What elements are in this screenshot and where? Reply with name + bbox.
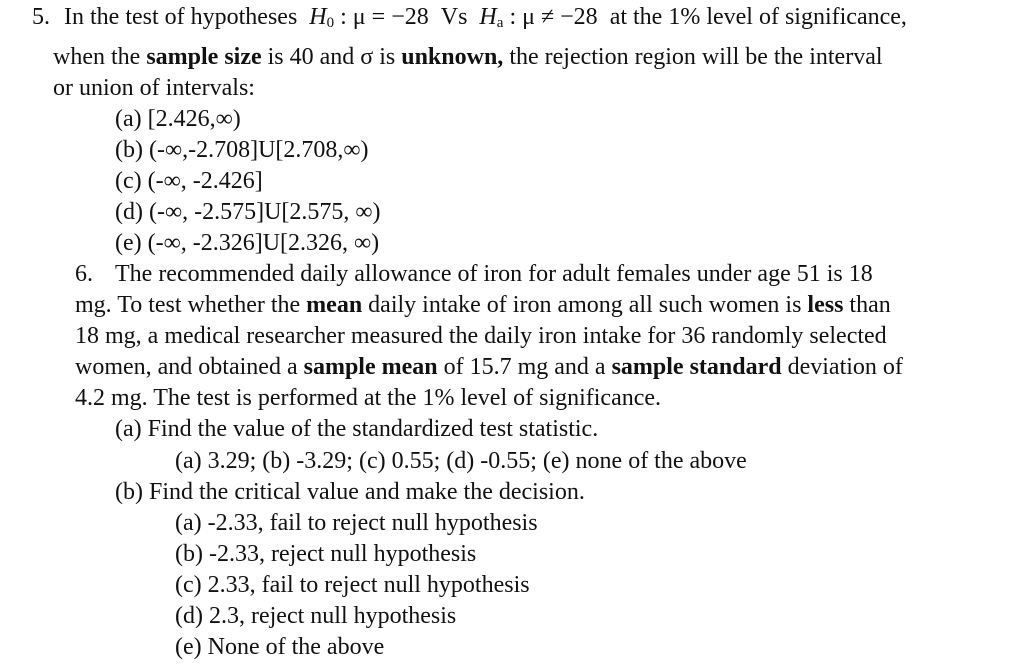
q5-lead: In the test of hypotheses: [64, 4, 298, 30]
q5-option-e: (e) (-∞, -2.326]U[2.326, ∞): [115, 230, 380, 256]
q5-option-a: (a) [2.426,∞): [115, 106, 241, 132]
q6-number: 6.: [75, 261, 93, 287]
q5-option-c: (c) (-∞, -2.426]: [115, 168, 263, 194]
q5-ha-relation: : μ ≠ −28: [509, 4, 598, 30]
q6-part-b-choice-c: (c) 2.33, fail to reject null hypothesis: [175, 572, 530, 598]
q5-line2-text-a: when the: [53, 44, 141, 70]
q5-line2-text-c: is 40 and σ is: [267, 44, 396, 70]
q5-h0-symbol: H: [309, 4, 327, 30]
q6-line1-text: The recommended daily allowance of iron for adult females under age 51 is 18: [115, 261, 873, 287]
q5-ha-sub: a: [496, 15, 504, 31]
q5-number: 5.: [32, 4, 50, 30]
q6-part-b-choice-e: (e) None of the above: [175, 634, 385, 660]
q6-line-4: [75, 352, 903, 383]
q5-line-3: or union of intervals:: [53, 75, 255, 101]
q6-sample-mean-emphasis: sample mean: [303, 354, 438, 380]
q6-line4-text-c: of 15.7 mg and a: [443, 354, 606, 380]
q6-less-emphasis: less: [807, 292, 844, 318]
q5-sample-size-emphasis: sample size: [146, 44, 262, 70]
q6-part-a-prompt: (a) Find the value of the standardized test statistic.: [115, 416, 599, 442]
q6-line-3: 18 mg, a medical researcher measured the daily iron intake for 36 randomly selected: [75, 323, 887, 349]
q6-part-a-choices: (a) 3.29; (b) -3.29; (c) 0.55; (d) -0.55; (e) none of the above: [175, 448, 747, 474]
q6-line-1: [75, 259, 873, 290]
q6-line2-text-a: mg. To test whether the: [75, 292, 301, 318]
q6-line-5: 4.2 mg. The test is performed at the 1% level of significance.: [75, 385, 662, 411]
q5-option-b: (b) (-∞,-2.708]U[2.708,∞): [115, 137, 369, 163]
q6-part-b-prompt: (b) Find the critical value and make the decision.: [115, 479, 585, 505]
q6-line4-text-a: women, and obtained a: [75, 354, 298, 380]
q5-line-2: [53, 42, 883, 73]
q5-line2-text-e: the rejection region will be the interval: [509, 44, 883, 70]
q5-h0-relation: : μ = −28: [340, 4, 429, 30]
q6-sample-standard-emphasis: sample standard: [611, 354, 782, 380]
q6-part-b-choice-b: (b) -2.33, reject null hypothesis: [175, 541, 477, 567]
q6-part-b-choice-a: (a) -2.33, fail to reject null hypothesis: [175, 510, 538, 536]
q5-unknown-emphasis: unknown,: [401, 44, 504, 70]
q5-vs: Vs: [440, 4, 468, 30]
q6-part-b-choice-d: (d) 2.3, reject null hypothesis: [175, 603, 457, 629]
q5-option-d: (d) (-∞, -2.575]U[2.575, ∞): [115, 199, 381, 225]
q6-line2-text-c: daily intake of iron among all such women is: [368, 292, 802, 318]
q6-line2-text-e: than: [849, 292, 891, 318]
q5-line-1: [32, 2, 907, 33]
q5-ha-symbol: H: [479, 4, 497, 30]
q6-line4-text-e: deviation of: [787, 354, 903, 380]
q6-mean-emphasis: mean: [306, 292, 363, 318]
q5-tail: at the 1% level of significance,: [609, 4, 907, 30]
q5-h0-sub: 0: [326, 15, 335, 31]
q6-line-2: [75, 290, 891, 321]
